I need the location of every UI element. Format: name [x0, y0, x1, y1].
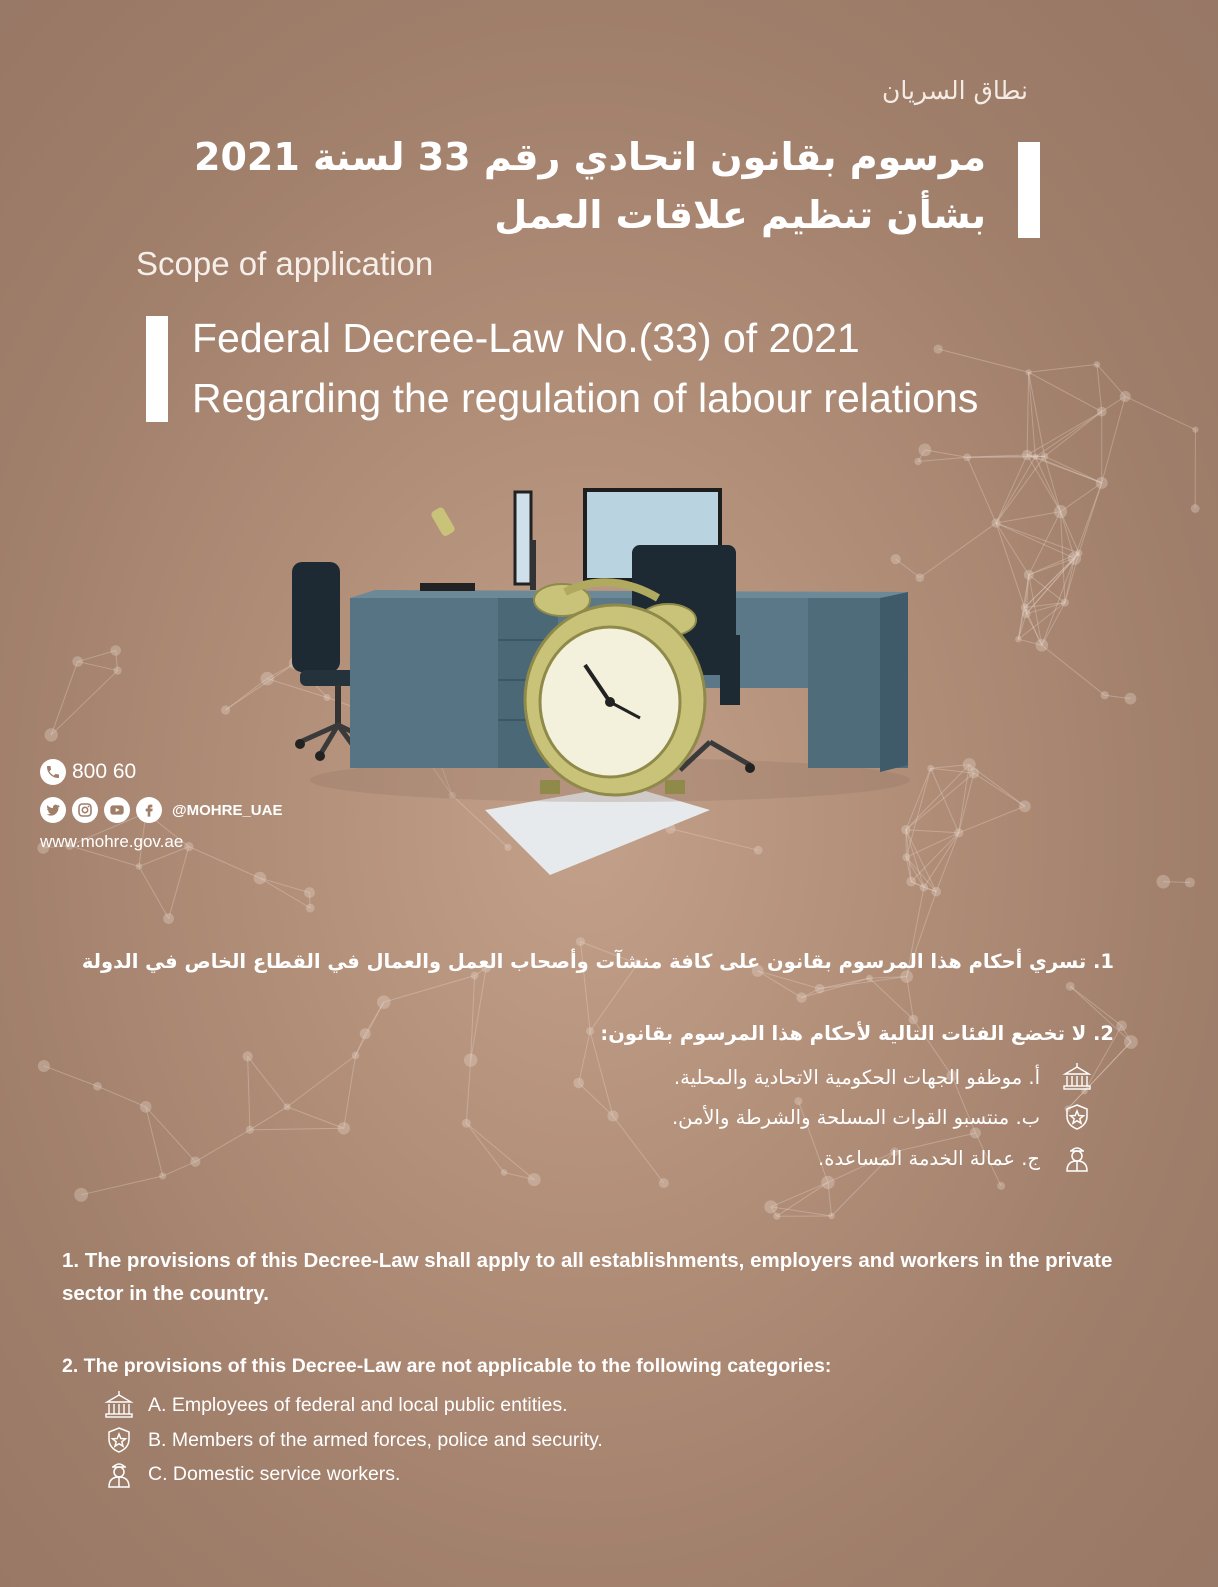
network-node [190, 1157, 200, 1167]
english-item-b [104, 1425, 603, 1455]
network-line [250, 1128, 344, 1129]
network-line [802, 978, 870, 997]
network-line [996, 457, 1035, 523]
domestic-worker-icon [104, 1459, 134, 1489]
facebook-icon[interactable] [136, 797, 162, 823]
network-line [81, 1176, 163, 1195]
network-line [78, 650, 116, 661]
network-node [528, 1173, 541, 1186]
network-node [1185, 878, 1195, 888]
network-node [1096, 477, 1108, 489]
network-line [918, 457, 967, 461]
network-node [796, 992, 806, 1002]
arabic-title-line2: بشأن تنظيم علاقات العمل [494, 193, 986, 237]
network-node [113, 666, 121, 674]
network-line [996, 512, 1060, 523]
network-line [1029, 372, 1045, 456]
phone-number[interactable]: 800 60 [72, 760, 137, 783]
network-node [997, 1182, 1005, 1190]
network-node [576, 937, 585, 946]
website-link[interactable]: www.mohre.gov.ae [40, 832, 184, 851]
arabic-title [126, 128, 986, 244]
network-node [1061, 599, 1069, 607]
network-node [963, 453, 971, 461]
network-line [248, 1056, 287, 1107]
network-line [1070, 986, 1121, 1026]
network-node [1125, 693, 1137, 705]
network-node [38, 1060, 50, 1072]
network-line [1045, 456, 1102, 483]
network-node [828, 1213, 834, 1219]
network-node [1026, 369, 1032, 375]
network-node [773, 1213, 780, 1220]
network-line [1029, 372, 1102, 411]
network-node [501, 1169, 508, 1176]
network-line [1125, 396, 1195, 429]
network-node [246, 1126, 254, 1134]
network-line [925, 450, 967, 457]
network-node [1022, 450, 1032, 460]
english-point-2: 2. The provisions of this Decree-Law are not applicable to the following categories: [62, 1355, 832, 1377]
network-node [1054, 505, 1067, 518]
network-node [377, 995, 391, 1009]
network-line [579, 1031, 590, 1083]
arabic-item-c-text: ج. عمالة الخدمة المساعدة. [818, 1146, 1040, 1170]
network-node [462, 1119, 471, 1128]
network-line [248, 1056, 250, 1129]
phone-icon [40, 759, 66, 785]
network-line [98, 1086, 146, 1107]
network-node [110, 645, 121, 656]
network-node [163, 913, 174, 924]
network-line [1045, 412, 1102, 457]
english-subtitle: Scope of application [136, 245, 434, 282]
arabic-point-2: 2. لا تخضع الفئات التالية لأحكام هذا المرسوم بقانون: [600, 1022, 1114, 1045]
english-title-line1: Federal Decree-Law No.(33) of 2021 [192, 315, 860, 361]
network-line [384, 976, 475, 1003]
network-node [866, 975, 873, 982]
network-line [51, 671, 117, 735]
network-line [996, 456, 1044, 523]
network-line [613, 1116, 664, 1183]
network-line [1027, 455, 1060, 512]
network-node [1032, 454, 1038, 460]
network-node [1036, 639, 1049, 652]
network-line [1027, 412, 1102, 455]
network-node [1066, 982, 1075, 991]
network-line [1061, 483, 1102, 512]
arabic-item-a [674, 1062, 1092, 1092]
alarm-clock [525, 582, 705, 795]
flying-tack [430, 506, 456, 537]
network-line [1029, 364, 1097, 372]
arabic-item-b-text: ب. منتسبو القوات المسلحة والشرطة والأمن. [671, 1105, 1040, 1129]
english-item-c [104, 1459, 400, 1489]
youtube-icon[interactable] [104, 797, 130, 823]
network-node [1120, 391, 1131, 402]
network-line [51, 662, 77, 735]
arabic-title-line1: مرسوم بقانون اتحادي رقم 33 لسنة 2021 [194, 135, 986, 179]
network-line [590, 964, 637, 1031]
instagram-icon[interactable] [72, 797, 98, 823]
network-line [466, 1123, 504, 1172]
network-node [764, 1200, 777, 1213]
arabic-item-c [818, 1143, 1092, 1173]
network-node [931, 887, 941, 897]
network-node [93, 1082, 102, 1091]
network-line [260, 878, 310, 893]
network-node [1094, 361, 1101, 368]
network-line [996, 523, 1079, 553]
network-line [920, 523, 996, 578]
social-handle[interactable]: @MOHRE_UAE [172, 801, 283, 819]
contact-info [40, 756, 282, 852]
network-line [1029, 372, 1036, 457]
network-node [45, 728, 58, 741]
twitter-icon[interactable] [40, 797, 66, 823]
network-node [136, 863, 143, 870]
network-line [260, 878, 310, 908]
network-node [72, 656, 83, 667]
network-node [304, 887, 315, 898]
network-line [579, 1083, 613, 1116]
network-node [338, 1122, 350, 1134]
network-node [1075, 550, 1082, 557]
english-item-b-text: B. Members of the armed forces, police and security. [148, 1428, 603, 1451]
network-line [1097, 364, 1125, 396]
network-node [914, 458, 921, 465]
network-line [869, 978, 913, 1019]
network-line [195, 1130, 249, 1162]
network-node [1192, 427, 1198, 433]
phone-row [40, 756, 282, 788]
english-item-c-text: C. Domestic service workers. [148, 1462, 401, 1485]
network-node [260, 672, 274, 686]
network-line [466, 1060, 470, 1123]
network-node [821, 1176, 834, 1189]
network-node [1024, 570, 1034, 580]
network-line [1035, 412, 1101, 457]
english-title-line2: Regarding the regulation of labour relations [192, 375, 979, 421]
network-line [820, 978, 870, 988]
network-node [254, 872, 267, 885]
network-line [758, 971, 820, 989]
network-line [996, 455, 1027, 523]
network-line [967, 457, 996, 523]
network-line [1026, 603, 1065, 614]
network-node [1097, 407, 1107, 417]
network-node [918, 443, 931, 456]
network-node [573, 1078, 584, 1089]
network-node [963, 758, 976, 771]
network-node [991, 518, 1000, 527]
network-line [1027, 372, 1029, 455]
network-node [140, 1101, 152, 1113]
domestic-worker-icon [1062, 1143, 1092, 1173]
network-line [974, 773, 1025, 806]
network-line [996, 523, 1025, 608]
network-node [243, 1051, 253, 1061]
network-node [1191, 504, 1200, 513]
network-line [146, 1107, 196, 1162]
network-line [287, 1107, 344, 1128]
network-line [466, 1123, 534, 1179]
network-node [1041, 453, 1048, 460]
network-node [954, 828, 963, 837]
network-node [586, 1027, 594, 1035]
network-line [820, 977, 907, 989]
network-node [1019, 800, 1031, 812]
network-node [920, 883, 928, 891]
network-node [1156, 875, 1170, 889]
network-line [344, 1055, 356, 1128]
network-node [1101, 691, 1109, 699]
arabic-item-a-text: أ. موظفو الجهات الحكومية الاتحادية والمحلية. [673, 1065, 1040, 1089]
government-building-icon [104, 1390, 134, 1420]
network-line [1042, 645, 1105, 695]
network-line [226, 679, 268, 710]
english-title-accent-bar [146, 316, 168, 422]
network-node [221, 705, 230, 714]
arabic-title-accent-bar [1018, 142, 1040, 238]
network-node [815, 984, 825, 994]
network-node [659, 1178, 669, 1188]
network-node [352, 1052, 360, 1060]
network-line [1042, 558, 1075, 645]
network-line [163, 1162, 196, 1176]
network-line [1097, 364, 1102, 411]
network-node [284, 1103, 291, 1110]
network-node [1021, 604, 1029, 612]
network-line [169, 847, 189, 919]
arabic-point-1: 1. تسري أحكام هذا المرسوم بقانون على كافة منشآت وأصحاب العمل والعمال في القطاع الخاص في الدولة [81, 950, 1114, 973]
network-node [1015, 636, 1021, 642]
network-line [250, 1107, 287, 1130]
network-line [146, 1107, 163, 1176]
network-line [758, 971, 802, 998]
network-node [306, 904, 315, 913]
network-line [907, 977, 914, 1020]
english-item-a-text: A. Employees of federal and local public entities. [148, 1393, 568, 1416]
network-line [139, 866, 169, 918]
police-badge-icon [104, 1425, 134, 1455]
network-line [959, 806, 1025, 833]
network-node [607, 1110, 618, 1121]
network-node [159, 1173, 166, 1180]
english-title [192, 308, 978, 428]
network-line [44, 1066, 98, 1086]
network-line [1079, 483, 1102, 553]
network-node [360, 1028, 371, 1039]
arabic-subtitle: نطاق السريان [881, 76, 1028, 105]
english-point-1: 1. The provisions of this Decree-Law shall apply to all establishments, employers and workers in the private sector in the country. [62, 1249, 1113, 1305]
network-line [771, 1182, 828, 1206]
network-line [1042, 603, 1065, 646]
network-line [287, 1055, 355, 1106]
network-line [78, 662, 118, 671]
network-node [74, 1188, 88, 1202]
police-badge-icon [1062, 1102, 1092, 1132]
network-node [1116, 1020, 1127, 1031]
office-desk-clock-illustration [280, 480, 930, 880]
social-row [40, 794, 282, 826]
arabic-item-b [672, 1102, 1092, 1132]
government-building-icon [1062, 1062, 1092, 1092]
network-node [1124, 1035, 1138, 1049]
english-item-a [104, 1390, 568, 1420]
network-line [1061, 512, 1079, 553]
network-node [464, 1053, 477, 1066]
